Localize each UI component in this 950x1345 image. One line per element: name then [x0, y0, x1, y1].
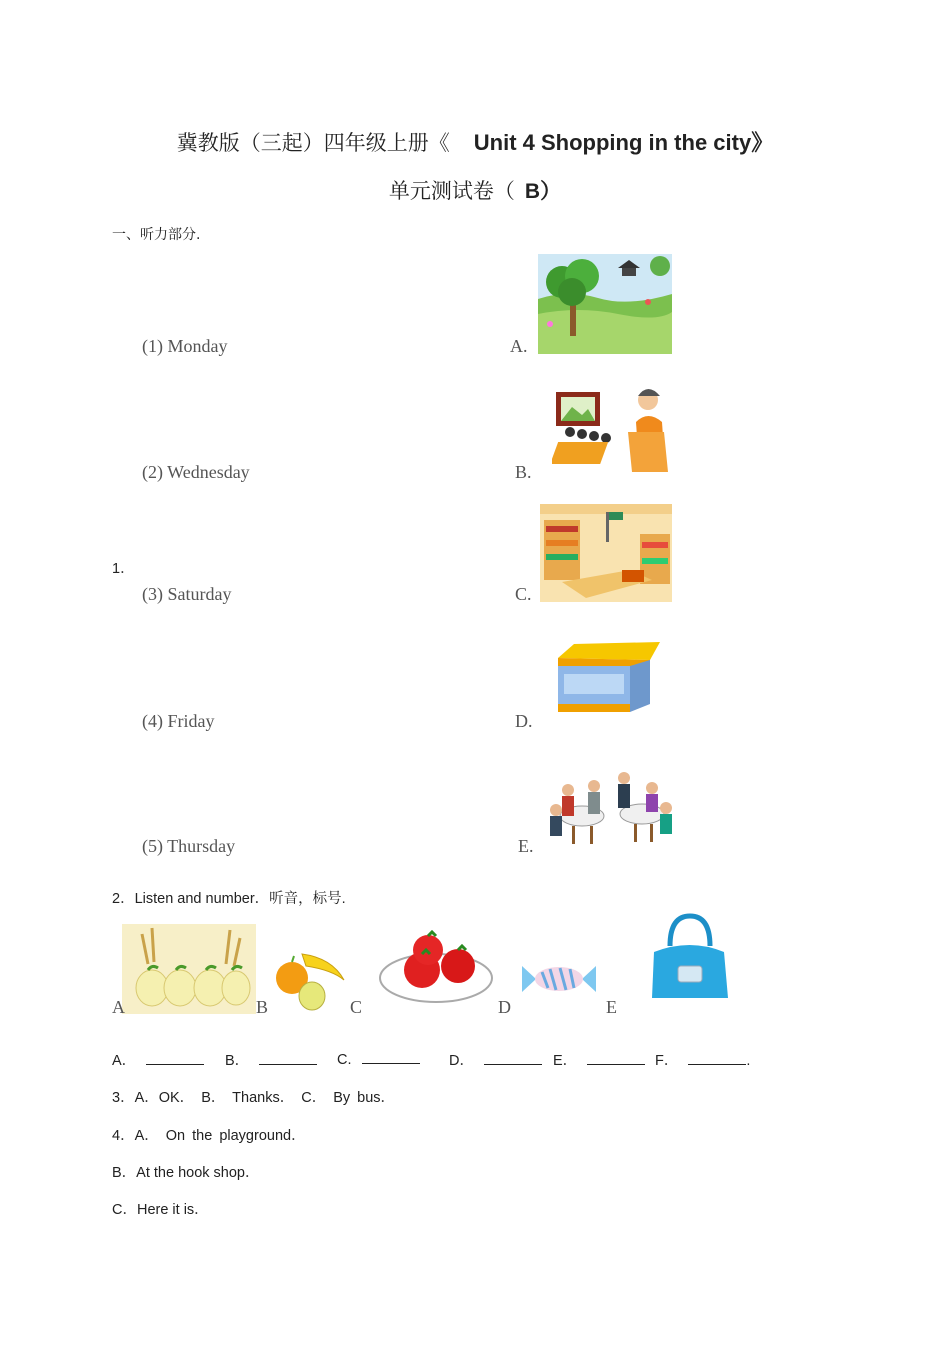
building-picture — [554, 638, 664, 718]
answer-blank-e[interactable] — [553, 1049, 645, 1070]
question-4-a: 4．A． On the playground． — [112, 1128, 306, 1144]
subtitle-cn: 单元测试卷（ — [388, 179, 515, 203]
day-item: (2) Wednesday — [142, 462, 250, 482]
answer-blank-b[interactable] — [225, 1049, 317, 1070]
bag-picture — [648, 912, 730, 1004]
answer-label: E． — [553, 1053, 578, 1069]
shop-picture — [540, 504, 672, 602]
title-en: Unit 4 Shopping in the city》 — [473, 130, 774, 155]
option-letter: C. — [515, 584, 532, 604]
question-3: 3．A．OK． B． Thanks． C． By bus． — [112, 1090, 396, 1106]
day-item: (5) Thursday — [142, 836, 236, 856]
restaurant-picture — [542, 758, 678, 858]
picture-letter: A — [112, 997, 125, 1017]
title-cn: 冀教版（三起）四年级上册《 — [176, 131, 450, 155]
picture-letter: E — [606, 997, 617, 1017]
answer-label: F． — [655, 1053, 679, 1069]
candy-picture — [518, 960, 600, 998]
answer-label: D． — [449, 1053, 474, 1069]
option-letter: E. — [518, 836, 534, 856]
picture-letter: B — [256, 997, 269, 1017]
answer-blank-c[interactable] — [337, 1049, 420, 1068]
answer-label: B． — [225, 1053, 250, 1069]
fruit-picture — [272, 946, 348, 1014]
option-letter: A. — [510, 336, 528, 356]
option-letter: B. — [515, 462, 532, 482]
answer-blank-a[interactable] — [112, 1049, 204, 1070]
answer-label: A． — [112, 1053, 137, 1069]
question-4-c: C．Here it is． — [112, 1202, 209, 1218]
document-title-line2 — [0, 175, 950, 205]
question-4-b: B．At the hook shop． — [112, 1165, 260, 1181]
day-item: (3) Saturday — [142, 584, 232, 604]
subtitle-en: B） — [524, 180, 562, 203]
day-item: (4) Friday — [142, 711, 215, 731]
section-heading: 一、听力部分. — [112, 227, 201, 243]
pears-picture — [122, 924, 256, 1014]
answer-label: C. — [337, 1052, 352, 1068]
picture-letter: C — [350, 997, 363, 1017]
option-letter: D. — [515, 711, 533, 731]
answer-blank-d[interactable] — [449, 1049, 542, 1070]
tomatoes-picture — [378, 930, 494, 1004]
day-item: (1) Monday — [142, 336, 228, 356]
answer-end: . — [746, 1053, 751, 1069]
document-title-line1 — [0, 126, 950, 157]
picture-letter: D — [498, 997, 511, 1017]
question-2-instruction: 2．Listen and number．听音，标号. — [112, 891, 346, 907]
cinema-picture — [552, 382, 674, 478]
question-1-number: 1． — [112, 561, 135, 577]
park-picture — [538, 254, 672, 354]
answer-blank-f[interactable] — [655, 1049, 750, 1070]
